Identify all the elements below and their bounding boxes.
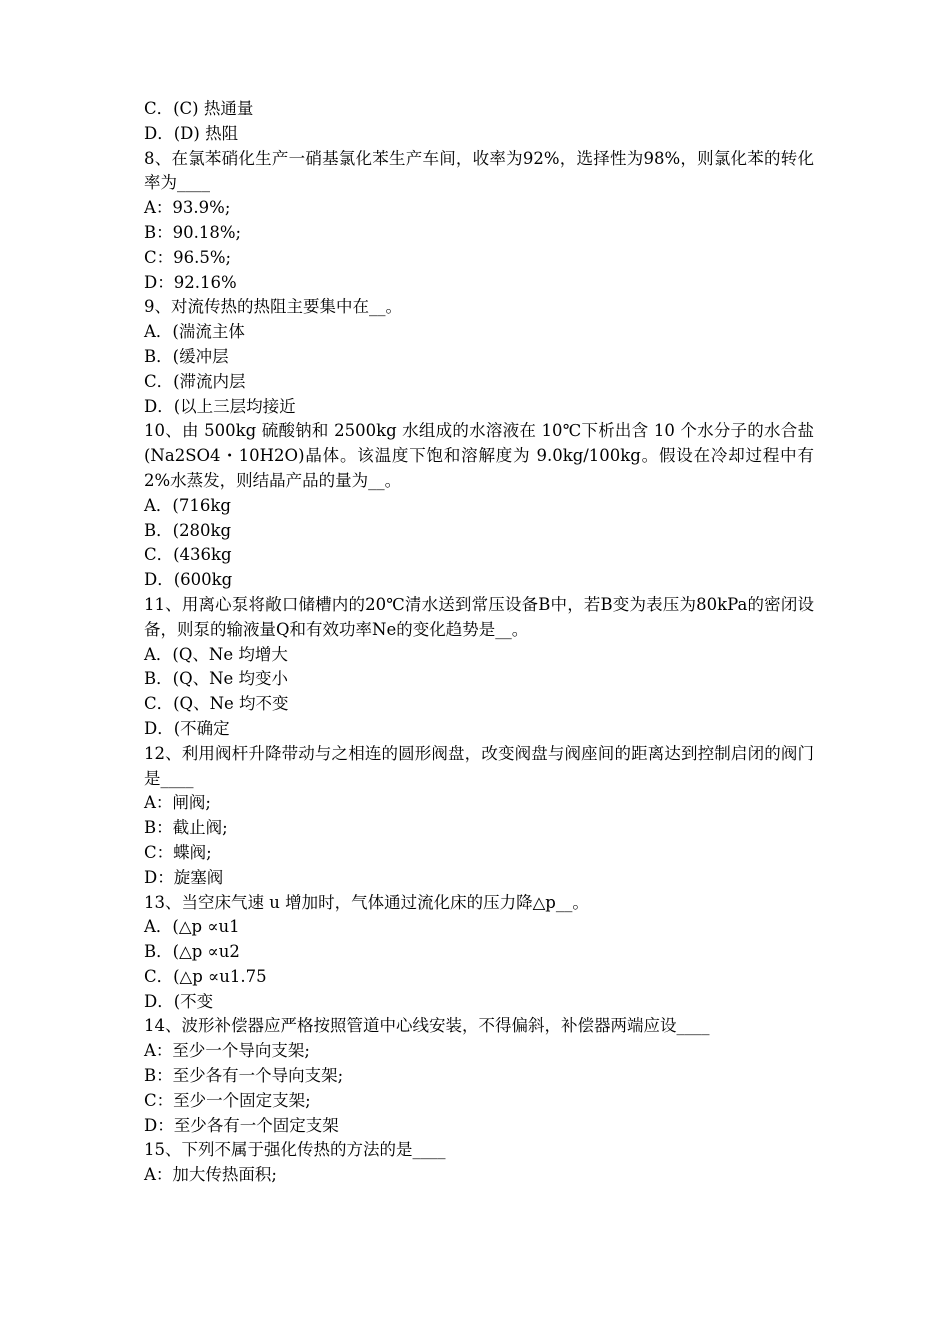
question-8-stem: 8、在氯苯硝化生产一硝基氯化苯生产车间，收率为92%，选择性为98%，则氯化苯的转化率为____ [144,148,814,193]
option-line: B：90.18%; [144,222,242,242]
option-line: B．(Q、Ne 均变小 [144,669,289,689]
option-line: B．(缓冲层 [144,346,229,366]
question-15-stem: 15、下列不属于强化传热的方法的是____ [144,1140,446,1160]
option-line: C：96.5%; [144,247,232,267]
option-line: A：闸阀; [144,793,211,813]
option-line: D．(不变 [144,991,214,1011]
option-line: D．(D) 热阻 [144,123,239,143]
option-line: C．(C) 热通量 [144,99,254,118]
option-line: D：92.16% [144,272,237,292]
option-line: A．(716kg [144,495,231,515]
question-14-stem: 14、波形补偿器应严格按照管道中心线安装，不得偏斜，补偿器两端应设____ [144,1016,710,1036]
option-line: C：至少一个固定支架; [144,1090,311,1110]
option-line: A．(湍流主体 [144,322,245,342]
option-line: A．(Q、Ne 均增大 [144,644,288,664]
option-line: A：93.9%; [144,198,231,218]
option-line: C．(滞流内层 [144,371,246,391]
option-line: A：加大传热面积; [144,1165,277,1185]
document-page [144,97,814,1188]
option-line: D．(以上三层均接近 [144,396,296,416]
option-line: B：至少各有一个导向支架; [144,1066,344,1086]
option-line: C．(436kg [144,545,232,565]
question-13-stem: 13、当空床气速 u 增加时，气体通过流化床的压力降△p__。 [144,892,589,912]
option-line: A：至少一个导向支架; [144,1041,310,1061]
question-10-stem: 10、由 500kg 硫酸钠和 2500kg 水组成的水溶液在 10℃下析出含 10 个水分子的水合盐(Na2SO4・10H2O)晶体。该温度下饱和溶解度为 9.0kg/100kg。假设在冷却过程中有 2%水蒸发，则结晶产品的量为__。 [144,421,814,490]
option-line: C：蝶阀; [144,842,212,862]
option-line: C．(△p ∝u1.75 [144,966,267,986]
option-line: D．(不确定 [144,718,230,738]
option-line: B．(280kg [144,520,232,540]
question-9-stem: 9、对流传热的热阻主要集中在__。 [144,297,402,317]
option-line: D．(600kg [144,570,233,590]
option-line: A．(△p ∝u1 [144,917,240,937]
option-line: D：至少各有一个固定支架 [144,1115,339,1135]
option-line: D：旋塞阀 [144,867,224,887]
question-11-stem: 11、用离心泵将敞口储槽内的20℃清水送到常压设备B中，若B变为表压为80kPa的密闭设备，则泵的输液量Q和有效功率Ne的变化趋势是__。 [144,594,814,639]
option-line: B．(△p ∝u2 [144,942,240,962]
question-12-stem: 12、利用阀杆升降带动与之相连的圆形阀盘，改变阀盘与阀座间的距离达到控制启闭的阀门是____ [144,743,814,788]
option-line: B：截止阀; [144,818,228,838]
option-line: C．(Q、Ne 均不变 [144,694,289,714]
